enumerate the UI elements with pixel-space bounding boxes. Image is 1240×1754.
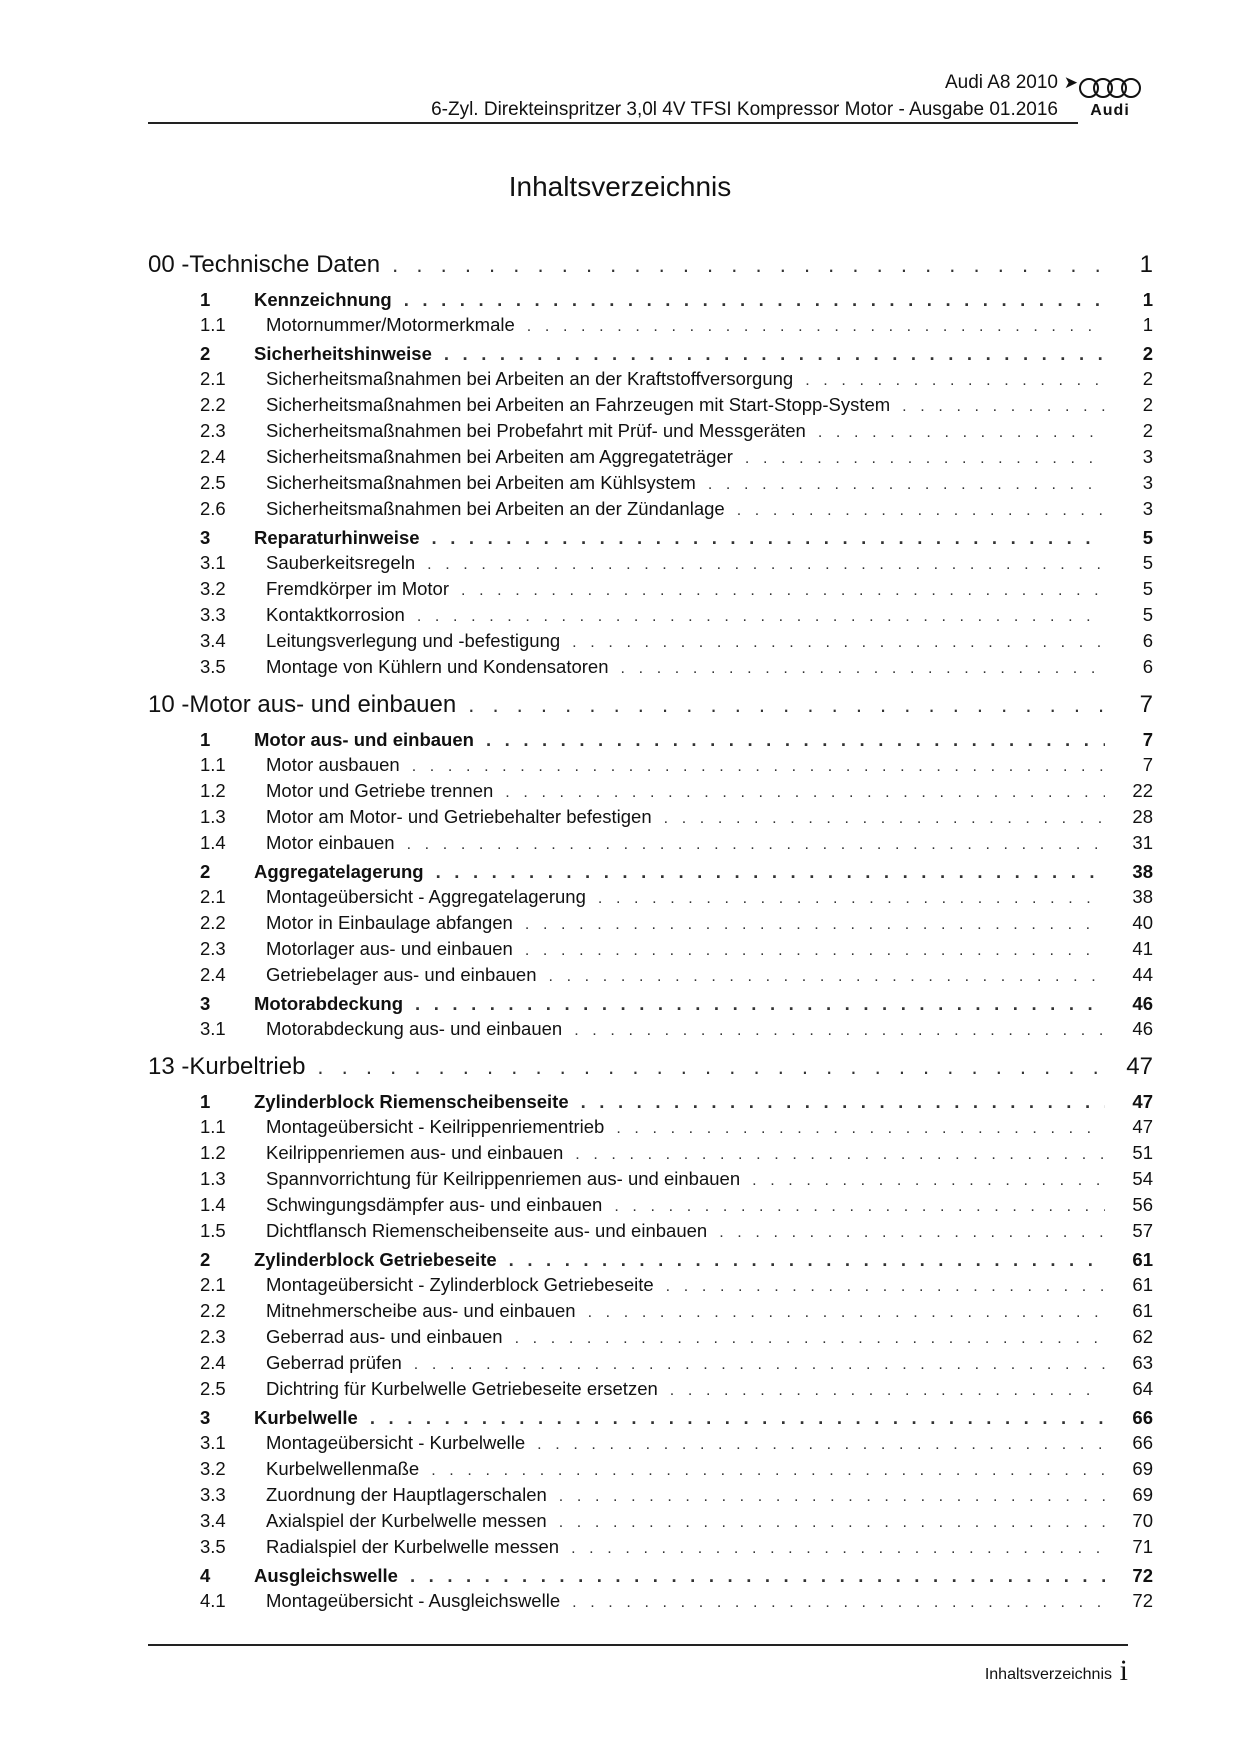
toc-page-number: 3 bbox=[1142, 498, 1153, 519]
toc-title: Aggregatelagerung bbox=[254, 861, 424, 882]
toc-title: Sicherheitsmaßnahmen bei Arbeiten am Aggregateträger bbox=[266, 446, 733, 467]
toc-number: 2.2 bbox=[200, 394, 226, 415]
document-title: Inhaltsverzeichnis bbox=[508, 171, 732, 202]
audi-logo bbox=[1078, 76, 1142, 120]
toc-subsection[interactable] bbox=[148, 418, 1153, 444]
toc-page-number: 5 bbox=[1142, 604, 1153, 625]
toc-page-number: 6 bbox=[1142, 656, 1153, 677]
toc-page-number: 46 bbox=[1132, 1018, 1153, 1039]
toc-subsection[interactable] bbox=[148, 496, 1153, 522]
toc-subsection[interactable] bbox=[148, 1166, 1153, 1192]
toc-page-number: 7 bbox=[1142, 754, 1153, 775]
toc-page-number: 31 bbox=[1132, 832, 1153, 853]
toc-page-number: 2 bbox=[1142, 368, 1153, 389]
toc-page-number: 69 bbox=[1132, 1484, 1153, 1505]
toc-leader-dots bbox=[614, 1194, 1105, 1220]
toc-number: 2 bbox=[200, 861, 211, 882]
toc-leader-dots bbox=[412, 754, 1105, 780]
toc-leader-dots bbox=[317, 1048, 1105, 1086]
toc-title: Motor in Einbaulage abfangen bbox=[266, 912, 513, 933]
toc-subsection[interactable] bbox=[148, 1324, 1153, 1350]
toc-title: Kurbeltrieb bbox=[189, 1053, 306, 1080]
toc-page-number: 3 bbox=[1142, 446, 1153, 467]
toc-leader-dots bbox=[572, 1590, 1105, 1616]
toc-subsection[interactable] bbox=[148, 778, 1153, 804]
toc-leader-dots bbox=[752, 1168, 1105, 1194]
toc-title: Motor einbauen bbox=[266, 832, 395, 853]
toc-page-number: 28 bbox=[1132, 806, 1153, 827]
toc-number: 3.4 bbox=[200, 1510, 226, 1531]
toc-page-number: 41 bbox=[1132, 938, 1153, 959]
toc-title: Leitungsverlegung und -befestigung bbox=[266, 630, 561, 651]
toc-title: Sicherheitsmaßnahmen bei Arbeiten am Kühlsystem bbox=[266, 472, 696, 493]
toc-subsection[interactable] bbox=[148, 312, 1153, 338]
toc-page-number: 71 bbox=[1132, 1536, 1153, 1557]
toc-page-number: 22 bbox=[1132, 780, 1153, 801]
toc-subsection[interactable] bbox=[148, 804, 1153, 830]
toc-title: Montageübersicht - Aggregatelagerung bbox=[266, 886, 586, 907]
toc-page-number: 38 bbox=[1132, 861, 1153, 882]
toc-title: Kontaktkorrosion bbox=[266, 604, 405, 625]
toc-page-number: 61 bbox=[1132, 1249, 1153, 1270]
toc-title: Montage von Kühlern und Kondensatoren bbox=[266, 656, 609, 677]
toc-number: 3 bbox=[200, 993, 211, 1014]
toc-number: 2.1 bbox=[200, 368, 226, 389]
toc-number: 2.1 bbox=[200, 1274, 226, 1295]
page-header bbox=[148, 72, 1146, 124]
toc-title: Motor und Getriebe trennen bbox=[266, 780, 494, 801]
toc-leader-dots bbox=[719, 1220, 1105, 1246]
toc-number: 2 bbox=[200, 343, 211, 364]
toc-title: Zylinderblock Riemenscheibenseite bbox=[254, 1091, 569, 1112]
toc-subsection[interactable] bbox=[148, 1298, 1153, 1324]
toc-subsection[interactable] bbox=[148, 1016, 1153, 1042]
toc-number: 1.1 bbox=[200, 754, 226, 775]
toc-number: 00 - bbox=[148, 251, 190, 278]
toc-title: Motorabdeckung aus- und einbauen bbox=[266, 1018, 563, 1039]
toc-number: 1.2 bbox=[200, 780, 226, 801]
toc-section[interactable] bbox=[148, 1247, 1153, 1272]
toc-page-number: 61 bbox=[1132, 1300, 1153, 1321]
toc-title: Spannvorrichtung für Keilrippenriemen aus- und einbauen bbox=[266, 1168, 741, 1189]
toc-page-number: 47 bbox=[1126, 1053, 1153, 1080]
toc-page-number: 7 bbox=[1142, 729, 1153, 750]
toc-section[interactable] bbox=[148, 1563, 1153, 1588]
toc-subsection[interactable] bbox=[148, 1114, 1153, 1140]
toc-page-number: 47 bbox=[1132, 1091, 1153, 1112]
toc-chapter[interactable] bbox=[148, 246, 1153, 284]
toc-section[interactable] bbox=[148, 1405, 1153, 1430]
toc-subsection[interactable] bbox=[148, 654, 1153, 680]
toc-title: Motor am Motor- und Getriebehalter befestigen bbox=[266, 806, 652, 827]
toc-title: Zuordnung der Hauptlagerschalen bbox=[266, 1484, 547, 1505]
toc-title: Montageübersicht - Keilrippenriementrieb bbox=[266, 1116, 605, 1137]
toc-subsection[interactable] bbox=[148, 1192, 1153, 1218]
toc-number: 3.4 bbox=[200, 630, 226, 651]
audi-wordmark: Audi bbox=[1090, 102, 1130, 119]
toc-title: Sicherheitsmaßnahmen bei Arbeiten an Fahrzeugen mit Start-Stopp-System bbox=[266, 394, 891, 415]
toc-page-number: 62 bbox=[1132, 1326, 1153, 1347]
toc-page-number: 40 bbox=[1132, 912, 1153, 933]
toc-leader-dots bbox=[664, 806, 1105, 832]
toc-subsection[interactable] bbox=[148, 1534, 1153, 1560]
toc-title: Motorabdeckung bbox=[254, 993, 404, 1014]
toc-page-number: 72 bbox=[1132, 1565, 1153, 1586]
toc-page-number: 5 bbox=[1142, 578, 1153, 599]
toc-number: 3.3 bbox=[200, 604, 226, 625]
toc-number: 2.4 bbox=[200, 1352, 226, 1373]
toc-number: 1 bbox=[200, 1091, 211, 1112]
footer-rule bbox=[148, 1644, 1128, 1646]
toc-number: 2.4 bbox=[200, 964, 226, 985]
footer-label: Inhaltsverzeichnis bbox=[984, 1666, 1112, 1683]
toc-number: 2.6 bbox=[200, 498, 226, 519]
toc-subsection[interactable] bbox=[148, 366, 1153, 392]
toc-title: Motornummer/Motormerkmale bbox=[266, 314, 515, 335]
toc-title: Motor aus- und einbauen bbox=[189, 691, 457, 718]
toc-title: Sauberkeitsregeln bbox=[266, 552, 416, 573]
toc-page-number: 63 bbox=[1132, 1352, 1153, 1373]
toc-subsection[interactable] bbox=[148, 576, 1153, 602]
toc-leader-dots bbox=[666, 1274, 1105, 1300]
toc-title: Getriebelager aus- und einbauen bbox=[266, 964, 537, 985]
toc-page-number: 57 bbox=[1132, 1220, 1153, 1241]
toc-page-number: 44 bbox=[1132, 964, 1153, 985]
toc-number: 2 bbox=[200, 1249, 211, 1270]
toc-page-number: 66 bbox=[1132, 1407, 1153, 1428]
toc-leader-dots bbox=[431, 1458, 1105, 1484]
toc-number: 2.3 bbox=[200, 420, 226, 441]
toc-leader-dots bbox=[444, 341, 1105, 366]
toc-title: Keilrippenriemen aus- und einbauen bbox=[266, 1142, 564, 1163]
toc-title: Dichtring für Kurbelwelle Getriebeseite ersetzen bbox=[266, 1378, 658, 1399]
toc-subsection[interactable] bbox=[148, 936, 1153, 962]
toc-section[interactable] bbox=[148, 1089, 1153, 1114]
toc-leader-dots bbox=[708, 472, 1105, 498]
toc-leader-dots bbox=[509, 1247, 1105, 1272]
toc-page-number: 1 bbox=[1139, 251, 1153, 278]
toc-page-number: 72 bbox=[1132, 1590, 1153, 1611]
toc-page-number: 1 bbox=[1142, 289, 1153, 310]
toc-subsection[interactable] bbox=[148, 884, 1153, 910]
toc-leader-dots bbox=[902, 394, 1105, 420]
toc-title: Mitnehmerscheibe aus- und einbauen bbox=[266, 1300, 576, 1321]
toc-leader-dots bbox=[515, 1326, 1105, 1352]
toc-leader-dots bbox=[527, 314, 1105, 340]
toc-number: 1.3 bbox=[200, 806, 226, 827]
toc-page-number: 47 bbox=[1132, 1116, 1153, 1137]
toc-leader-dots bbox=[410, 1563, 1105, 1588]
toc-number: 2.2 bbox=[200, 1300, 226, 1321]
toc-leader-dots bbox=[461, 578, 1105, 604]
toc-chapter[interactable] bbox=[148, 1048, 1153, 1086]
toc-leader-dots bbox=[436, 859, 1105, 884]
toc-subsection[interactable] bbox=[148, 1218, 1153, 1244]
toc-page-number: 1 bbox=[1142, 314, 1153, 335]
toc-number: 3.1 bbox=[200, 552, 226, 573]
toc-number: 3.1 bbox=[200, 1018, 226, 1039]
toc-page-number: 61 bbox=[1132, 1274, 1153, 1295]
toc-subsection[interactable] bbox=[148, 1140, 1153, 1166]
toc-subsection[interactable] bbox=[148, 752, 1153, 778]
engine-subtitle: 6-Zyl. Direkteinspritzer 3,0l 4V TFSI Kompressor Motor - Ausgabe 01.2016 bbox=[431, 99, 1058, 120]
toc-leader-dots bbox=[486, 727, 1105, 752]
toc-page-number: 6 bbox=[1142, 630, 1153, 651]
toc-number: 2.1 bbox=[200, 886, 226, 907]
toc-title: Axialspiel der Kurbelwelle messen bbox=[266, 1510, 547, 1531]
toc-number: 2.5 bbox=[200, 472, 226, 493]
toc-number: 3.5 bbox=[200, 656, 226, 677]
toc-leader-dots bbox=[432, 525, 1105, 550]
toc-number: 1.4 bbox=[200, 832, 226, 853]
toc-leader-dots bbox=[598, 886, 1105, 912]
toc-number: 13 - bbox=[148, 1053, 190, 1080]
toc-subsection[interactable] bbox=[148, 962, 1153, 988]
toc-chapter[interactable] bbox=[148, 686, 1153, 724]
toc-leader-dots bbox=[417, 604, 1105, 630]
toc-page-number: 64 bbox=[1132, 1378, 1153, 1399]
toc-number: 4 bbox=[200, 1565, 211, 1586]
toc-subsection[interactable] bbox=[148, 470, 1153, 496]
toc-leader-dots bbox=[745, 446, 1105, 472]
toc-number: 1.3 bbox=[200, 1168, 226, 1189]
toc-page-number: 5 bbox=[1142, 527, 1153, 548]
toc-leader-dots bbox=[737, 498, 1105, 524]
toc-number: 3.2 bbox=[200, 578, 226, 599]
toc-page-number: 3 bbox=[1142, 472, 1153, 493]
toc-number: 2.3 bbox=[200, 1326, 226, 1347]
toc-subsection[interactable] bbox=[148, 392, 1153, 418]
toc-leader-dots bbox=[427, 552, 1105, 578]
toc-subsection[interactable] bbox=[148, 550, 1153, 576]
toc-subsection[interactable] bbox=[148, 444, 1153, 470]
toc-title: Motorlager aus- und einbauen bbox=[266, 938, 513, 959]
toc-page-number: 54 bbox=[1132, 1168, 1153, 1189]
toc-title: Zylinderblock Getriebeseite bbox=[254, 1249, 497, 1270]
toc-section[interactable] bbox=[148, 287, 1153, 312]
toc-leader-dots bbox=[572, 630, 1105, 656]
toc-subsection[interactable] bbox=[148, 1482, 1153, 1508]
toc-subsection[interactable] bbox=[148, 1376, 1153, 1402]
model-title: Audi A8 2010 bbox=[944, 72, 1058, 93]
toc-section[interactable] bbox=[148, 525, 1153, 550]
toc-title: Motor aus- und einbauen bbox=[254, 729, 474, 750]
toc-page-number: 70 bbox=[1132, 1510, 1153, 1531]
toc-title: Sicherheitsmaßnahmen bei Probefahrt mit Prüf- und Messgeräten bbox=[266, 420, 806, 441]
toc-leader-dots bbox=[621, 656, 1105, 682]
toc-leader-dots bbox=[537, 1432, 1105, 1458]
toc-page-number: 2 bbox=[1142, 343, 1153, 364]
toc-leader-dots bbox=[525, 938, 1105, 964]
toc-number: 1.2 bbox=[200, 1142, 226, 1163]
toc-page-number: 51 bbox=[1132, 1142, 1153, 1163]
toc-leader-dots bbox=[575, 1142, 1105, 1168]
toc-leader-dots bbox=[407, 832, 1105, 858]
toc-number: 2.5 bbox=[200, 1378, 226, 1399]
page-number: i bbox=[1119, 1654, 1128, 1687]
toc-title: Sicherheitsmaßnahmen bei Arbeiten an der Kraftstoffversorgung bbox=[266, 368, 794, 389]
toc-number: 10 - bbox=[148, 691, 190, 718]
toc-number: 3.2 bbox=[200, 1458, 226, 1479]
toc-subsection[interactable] bbox=[148, 628, 1153, 654]
toc-subsection[interactable] bbox=[148, 1456, 1153, 1482]
toc-leader-dots bbox=[805, 368, 1105, 394]
toc-subsection[interactable] bbox=[148, 1430, 1153, 1456]
toc-leader-dots bbox=[670, 1378, 1105, 1404]
toc-number: 3.1 bbox=[200, 1432, 226, 1453]
toc-leader-dots bbox=[559, 1484, 1105, 1510]
toc-number: 2.2 bbox=[200, 912, 226, 933]
toc-leader-dots bbox=[559, 1510, 1105, 1536]
toc-title: Schwingungsdämpfer aus- und einbauen bbox=[266, 1194, 603, 1215]
toc-subsection[interactable] bbox=[148, 1272, 1153, 1298]
toc-number: 1 bbox=[200, 729, 211, 750]
toc-page-number: 56 bbox=[1132, 1194, 1153, 1215]
toc-page-number: 7 bbox=[1139, 691, 1153, 718]
toc-section[interactable] bbox=[148, 727, 1153, 752]
toc-number: 3.5 bbox=[200, 1536, 226, 1557]
toc-section[interactable] bbox=[148, 859, 1153, 884]
toc-leader-dots bbox=[571, 1536, 1105, 1562]
toc-number: 1.5 bbox=[200, 1220, 226, 1241]
arrow-icon: ➤ bbox=[1063, 73, 1078, 92]
toc-title: Geberrad prüfen bbox=[266, 1352, 402, 1373]
toc-number: 1.4 bbox=[200, 1194, 226, 1215]
toc-leader-dots bbox=[392, 246, 1105, 284]
toc-leader-dots bbox=[616, 1116, 1105, 1142]
toc-section[interactable] bbox=[148, 341, 1153, 366]
toc-page-number: 5 bbox=[1142, 552, 1153, 573]
toc-subsection[interactable] bbox=[148, 1350, 1153, 1376]
toc-number: 2.4 bbox=[200, 446, 226, 467]
toc-title: Montageübersicht - Ausgleichswelle bbox=[266, 1590, 561, 1611]
toc-page-number: 2 bbox=[1142, 420, 1153, 441]
toc-leader-dots bbox=[370, 1405, 1105, 1430]
toc-subsection[interactable] bbox=[148, 602, 1153, 628]
toc-title: Motor ausbauen bbox=[266, 754, 400, 775]
toc-leader-dots bbox=[468, 686, 1105, 724]
toc-leader-dots bbox=[505, 780, 1105, 806]
toc-number: 3.3 bbox=[200, 1484, 226, 1505]
toc-number: 4.1 bbox=[200, 1590, 226, 1611]
toc-leader-dots bbox=[549, 964, 1106, 990]
toc-title: Kurbelwellenmaße bbox=[266, 1458, 420, 1479]
toc-page-number: 69 bbox=[1132, 1458, 1153, 1479]
toc-leader-dots bbox=[415, 991, 1105, 1016]
toc-leader-dots bbox=[414, 1352, 1105, 1378]
toc-subsection[interactable] bbox=[148, 830, 1153, 856]
toc-page-number: 46 bbox=[1132, 993, 1153, 1014]
toc-title: Fremdkörper im Motor bbox=[266, 578, 449, 599]
toc-title: Technische Daten bbox=[189, 251, 381, 278]
toc-title: Montageübersicht - Kurbelwelle bbox=[266, 1432, 526, 1453]
toc-title: Ausgleichswelle bbox=[254, 1565, 398, 1586]
audi-rings-icon bbox=[1078, 76, 1142, 100]
toc-title: Kurbelwelle bbox=[254, 1407, 358, 1428]
header-rule bbox=[148, 122, 1078, 124]
toc-title: Dichtflansch Riemenscheibenseite aus- und einbauen bbox=[266, 1220, 708, 1241]
toc-leader-dots bbox=[404, 287, 1105, 312]
toc-leader-dots bbox=[574, 1018, 1105, 1044]
toc-leader-dots bbox=[818, 420, 1105, 446]
toc-page-number: 2 bbox=[1142, 394, 1153, 415]
toc-leader-dots bbox=[588, 1300, 1105, 1326]
toc-title: Radialspiel der Kurbelwelle messen bbox=[266, 1536, 560, 1557]
toc-title: Geberrad aus- und einbauen bbox=[266, 1326, 503, 1347]
toc-page-number: 38 bbox=[1132, 886, 1153, 907]
toc-number: 3 bbox=[200, 527, 211, 548]
toc-title: Montageübersicht - Zylinderblock Getriebeseite bbox=[266, 1274, 654, 1295]
toc-leader-dots bbox=[581, 1089, 1105, 1114]
toc-title: Sicherheitsmaßnahmen bei Arbeiten an der Zündanlage bbox=[266, 498, 725, 519]
table-of-contents bbox=[148, 240, 1153, 1614]
toc-number: 3 bbox=[200, 1407, 211, 1428]
toc-subsection[interactable] bbox=[148, 910, 1153, 936]
toc-number: 1.1 bbox=[200, 314, 226, 335]
toc-number: 1 bbox=[200, 289, 211, 310]
toc-subsection[interactable] bbox=[148, 1588, 1153, 1614]
toc-subsection[interactable] bbox=[148, 1508, 1153, 1534]
toc-number: 2.3 bbox=[200, 938, 226, 959]
toc-title: Reparaturhinweise bbox=[254, 527, 420, 548]
toc-page-number: 66 bbox=[1132, 1432, 1153, 1453]
toc-title: Sicherheitshinweise bbox=[254, 343, 432, 364]
toc-title: Kennzeichnung bbox=[254, 289, 392, 310]
toc-number: 1.1 bbox=[200, 1116, 226, 1137]
toc-section[interactable] bbox=[148, 991, 1153, 1016]
toc-leader-dots bbox=[525, 912, 1105, 938]
